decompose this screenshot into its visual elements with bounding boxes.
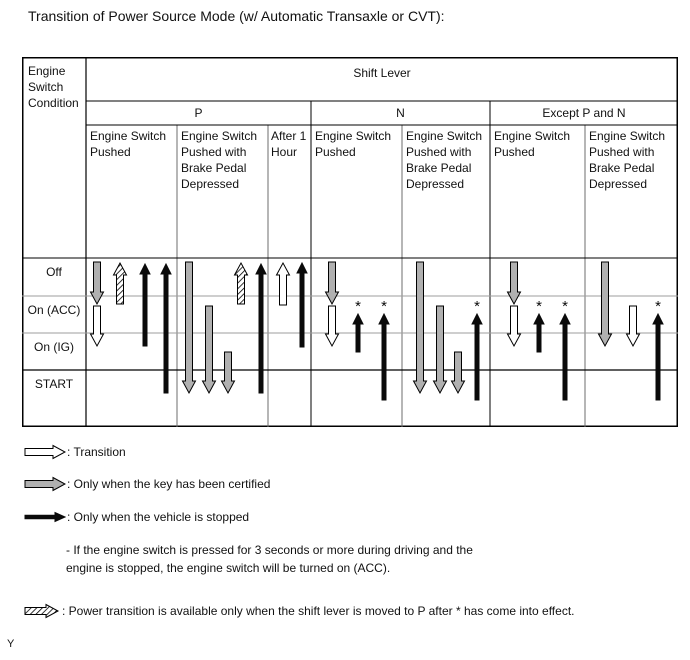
hatched-arrow-glyph	[25, 605, 58, 618]
white-up-arrow	[277, 263, 290, 305]
col-header-n-pushed-with-brake-pedal: Engine Switch Pushed with Brake Pedal Depressed	[406, 129, 483, 191]
black-up-arrow	[472, 314, 482, 400]
gray-down-arrow	[414, 262, 427, 393]
hatched-up-arrow	[235, 263, 248, 304]
row-label-off: Off	[46, 265, 62, 279]
row-label-on-ig: On (IG)	[33, 340, 74, 354]
col-header-p-engine-switch-pushed: Engine Switch Pushed	[90, 129, 167, 159]
gray-arrow-glyph	[25, 478, 65, 491]
group-header-except-p-and-n: Except P and N	[542, 106, 626, 120]
row-label-start: START	[34, 377, 74, 391]
note-line-2: engine is stopped, the engine switch will be turned on (ACC).	[66, 561, 391, 575]
power-source-mode-table	[22, 57, 678, 427]
gray-down-arrow	[91, 262, 104, 304]
gray-down-arrow	[508, 262, 521, 304]
table-border	[23, 58, 678, 427]
black-arrow-glyph	[25, 513, 65, 522]
legend-hatched-arrow-icon	[24, 603, 66, 619]
legend-white-arrow-icon	[24, 444, 66, 460]
group-header-p: P	[194, 106, 203, 120]
black-up-arrow	[140, 264, 150, 346]
row-label-on-acc: On (ACC)	[27, 303, 81, 317]
black-up-arrow	[161, 264, 171, 393]
asterisk-marker: *	[474, 298, 480, 315]
gray-down-arrow	[452, 352, 465, 393]
legend-gray-arrow-icon	[24, 476, 66, 492]
black-up-arrow	[256, 264, 266, 393]
page-marker-y: Y	[7, 638, 15, 650]
white-down-arrow	[91, 306, 104, 346]
gray-down-arrow	[183, 262, 196, 393]
legend-label: : Transition	[67, 445, 126, 459]
transition-diagram-overlay	[22, 57, 678, 427]
asterisk-marker: *	[381, 298, 387, 315]
white-arrow-glyph	[25, 446, 65, 459]
asterisk-marker: *	[562, 298, 568, 315]
gray-down-arrow	[434, 306, 447, 393]
footnote-label: : Power transition is available only when the shift lever is moved to P after * has come into effect.	[62, 604, 575, 618]
white-down-arrow	[326, 306, 339, 346]
hatched-up-arrow	[114, 263, 127, 304]
white-down-arrow	[627, 306, 640, 346]
col-header-except-pushed-with-brake-pedal: Engine Switch Pushed with Brake Pedal Depressed	[589, 129, 666, 191]
black-up-arrow	[653, 314, 663, 400]
black-up-arrow	[379, 314, 389, 400]
col-header-n-engine-switch-pushed: Engine Switch Pushed	[315, 129, 392, 159]
gray-down-arrow	[326, 262, 339, 304]
group-header-n: N	[396, 106, 405, 120]
note-line-1: - If the engine switch is pressed for 3 seconds or more during driving and the	[66, 543, 473, 557]
gray-down-arrow	[203, 306, 216, 393]
asterisk-marker: *	[536, 298, 542, 315]
legend-label: : Only when the key has been certified	[67, 477, 271, 491]
corner-header-engine-switch-condition: Engine Switch Condition	[28, 64, 79, 110]
black-up-arrow	[297, 263, 307, 347]
col-header-p-after-1-hour: After 1 Hour	[271, 129, 307, 159]
col-header-p-pushed-with-brake-pedal: Engine Switch Pushed with Brake Pedal Depressed	[181, 129, 258, 191]
legend-black-arrow-icon	[24, 509, 66, 525]
black-up-arrow	[560, 314, 570, 400]
asterisk-marker: *	[355, 298, 361, 315]
note-text	[66, 541, 473, 577]
col-header-except-engine-switch-pushed: Engine Switch Pushed	[494, 129, 571, 159]
gray-down-arrow	[222, 352, 235, 393]
page-title: Transition of Power Source Mode (w/ Automatic Transaxle or CVT):	[28, 8, 445, 24]
legend-label: : Only when the vehicle is stopped	[67, 510, 250, 524]
white-down-arrow	[508, 306, 521, 346]
shift-lever-header: Shift Lever	[353, 66, 411, 80]
asterisk-marker: *	[655, 298, 661, 315]
